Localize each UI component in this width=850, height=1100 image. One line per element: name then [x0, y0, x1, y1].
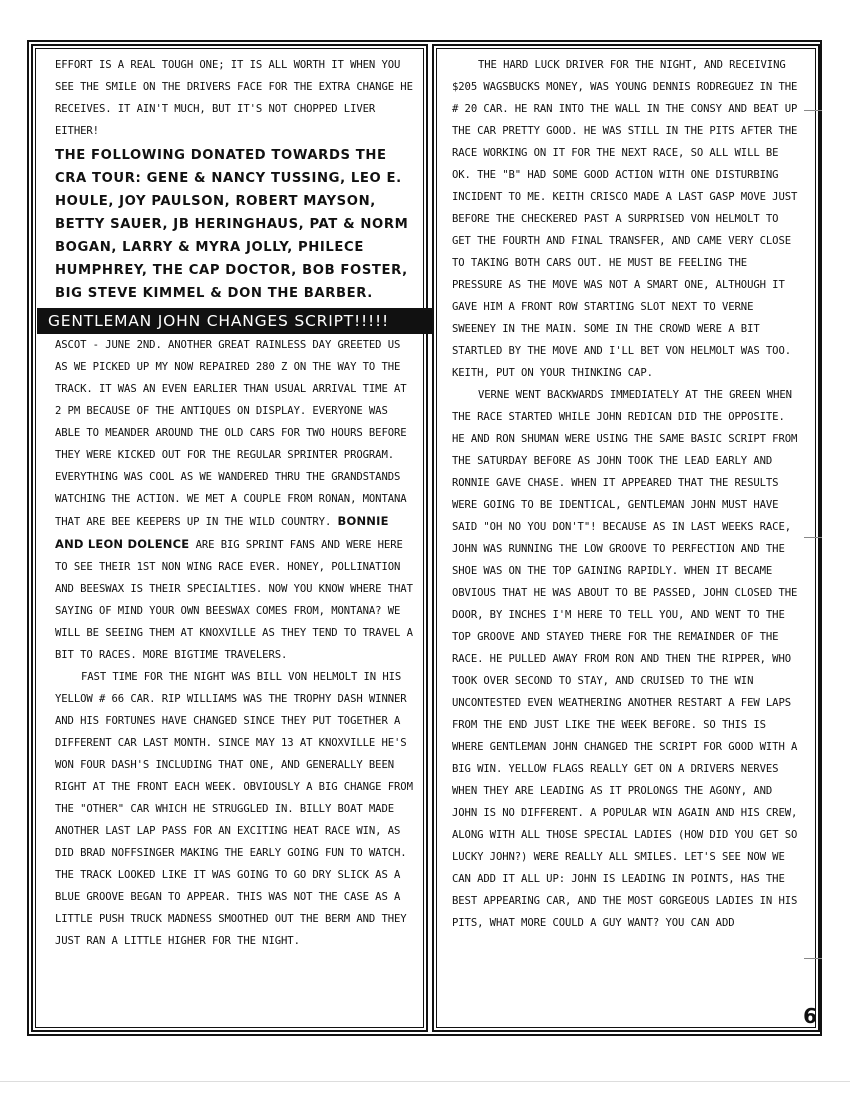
donors-list: THE FOLLOWING DONATED TOWARDS THE CRA TOUR: GENE & NANCY TUSSING, LEO E. HOULE, JOY PAULSON, ROBERT MAYSON, BETTY SAUER, JB HERINGHAUS, PAT & NORM BOGAN, LARRY & MYRA JOLLY, PHILECE HUMPHREY, THE CAP DOCTOR, BOB FOSTER, BIG STEVE KIMMEL & DON THE BARBER. — [55, 148, 409, 301]
article-paragraph-3: THE HARD LUCK DRIVER FOR THE NIGHT, AND RECEIVING $205 WAGSBUCKS MONEY, WAS YOUNG DENNIS RODREGUEZ IN THE # 20 CAR. HE RAN INTO THE WALL IN THE CONSY AND BEAT UP THE CAR PRETTY GOOD. HE WAS STILL IN THE PITS AFTER THE RACE WORKING ON IT FOR THE NEXT RACE, SO ALL WILL BE OK. THE "B" HAD SOME GOOD ACTION WITH ONE DISTURBING INCIDENT TO ME. KEITH CRISCO MADE A LAST GASP MOVE JUST BEFORE THE CHECKERED PAST A SURPRISED VON HELMOLT TO GET THE FOURTH AND FINAL TRANSFER, AND CAME VERY CLOSE TO TAKING BOTH CARS OUT. HE MUST BE FEELING THE PRESSURE AS THE MOVE WAS NOT A SMART ONE, ALTHOUGH IT GAVE HIM A FRONT ROW STARTING SLOT NEXT TO VERNE SWEENEY IN THE MAIN. SOME IN THE CROWD WERE A BIT STARTLED BY THE MOVE AND I'LL BET VON HELMOLT WAS TOO. KEITH, PUT ON YOUR THINKING CAP. — [452, 59, 798, 379]
edge-mark — [804, 110, 822, 111]
article-paragraph-1 — [55, 334, 416, 666]
intro-paragraph: EFFORT IS A REAL TOUGH ONE; IT IS ALL WORTH IT WHEN YOU SEE THE SMILE ON THE DRIVERS FACE FOR THE EXTRA CHANGE HE RECEIVES. IT AIN'T MUCH, BUT IT'S NOT CHOPPED LIVER EITHER! — [55, 59, 413, 137]
highlighted-names: BONNIE AND LEON DOLENCE — [55, 514, 389, 551]
paragraph-1-text-after: ARE BIG SPRINT FANS AND WERE HERE TO SEE THEIR 1ST NON WING RACE EVER. HONEY, POLLINATION AND BEESWAX IS THEIR SPECIALTIES. NOW YOU KNOW WHERE THAT SAYING OF MIND YOUR OWN BEESWAX COMES FROM, MONTANA? WE WILL BE SEEING THEM AT KNOXVILLE AS THEY TEND TO TRAVEL A BIT TO RACES. MORE BIGTIME TRAVELERS. — [55, 539, 413, 661]
bottom-rule — [0, 1081, 850, 1082]
right-column — [432, 44, 820, 1032]
article-paragraph-4: VERNE WENT BACKWARDS IMMEDIATELY AT THE GREEN WHEN THE RACE STARTED WHILE JOHN REDICAN DID THE OPPOSITE. HE AND RON SHUMAN WERE USING THE SAME BASIC SCRIPT FROM THE SATURDAY BEFORE AS JOHN TOOK THE LEAD EARLY AND RONNIE GAVE CHASE. WHEN IT APPEARED THAT THE RESULTS WERE GOING TO BE IDENTICAL, GENTLEMAN JOHN MUST HAVE SAID "OH NO YOU DON'T"! BECAUSE AS IN LAST WEEKS RACE, JOHN WAS RUNNING THE LOW GROOVE TO PERFECTION AND THE SHOE WAS ON THE TOP GAINING RAPIDLY. WHEN IT BECAME OBVIOUS THAT HE WAS ABOUT TO BE PASSED, JOHN CLOSED THE DOOR, BY INCHES I'M HERE TO TELL YOU, AND WENT TO THE TOP GROOVE AND STAYED THERE FOR THE REMAINDER OF THE RACE. HE PULLED AWAY FROM RON AND THEN THE RIPPER, WHO TOOK OVER SECOND TO STAY, AND CRUISED TO THE WIN UNCONTESTED EVEN WEATHERING ANOTHER RESTART A FEW LAPS FROM THE END JUST LIKE THE WEEK BEFORE. SO THIS IS WHERE GENTLEMAN JOHN CHANGED THE SCRIPT FOR GOOD WITH A BIG WIN. YELLOW FLAGS REALLY GET ON A DRIVERS NERVES WHEN THEY ARE LEADING AS IT PROLONGS THE AGONY, AND JOHN IS NO DIFFERENT. A POPULAR WIN AGAIN AND HIS CREW, ALONG WITH ALL THOSE SPECIAL LADIES (HOW DID YOU GET SO LUCKY JOHN?) WERE REALLY ALL SMILES. LET'S SEE NOW WE CAN ADD IT ALL UP: JOHN IS LEADING IN POINTS, HAS THE BEST APPEARING CAR, AND THE MOST GORGEOUS LADIES IN HIS PITS, WHAT MORE COULD A GUY WANT? YOU CAN ADD — [452, 389, 798, 929]
paragraph-1-text-before: ASCOT - JUNE 2ND. ANOTHER GREAT RAINLESS DAY GREETED US AS WE PICKED UP MY NOW REPAIRED 280 Z ON THE WAY TO THE TRACK. IT WAS AN EVEN EARLIER THAN USUAL ARRIVAL TIME AT 2 PM BECAUSE OF THE ANTIQUES ON DISPLAY. EVERYONE WAS ABLE TO MEANDER AROUND THE OLD CARS FOR TWO HOURS BEFORE THEY WERE KICKED OUT FOR THE REGULAR SPRINTER PROGRAM. EVERYTHING WAS COOL AS WE WANDERED THRU THE GRANDSTANDS WATCHING THE ACTION. WE MET A COUPLE FROM RONAN, MONTANA THAT ARE BEE KEEPERS UP IN THE WILD COUNTRY. — [55, 339, 407, 528]
edge-mark — [804, 537, 822, 538]
edge-mark — [804, 958, 822, 959]
article-paragraph-2: FAST TIME FOR THE NIGHT WAS BILL VON HELMOLT IN HIS YELLOW # 66 CAR. RIP WILLIAMS WAS THE TROPHY DASH WINNER AND HIS FORTUNES HAVE CHANGED SINCE THEY PUT TOGETHER A DIFFERENT CAR LAST MONTH. SINCE MAY 13 AT KNOXVILLE HE'S WON FOUR DASH'S INCLUDING THAT ONE, AND GENERALLY BEEN RIGHT AT THE FRONT EACH WEEK. OBVIOUSLY A BIG CHANGE FROM THE "OTHER" CAR WHICH HE STRUGGLED IN. BILLY BOAT MADE ANOTHER LAST LAP PASS FOR AN EXCITING HEAT RACE WIN, AS DID BRAD NOFFSINGER MAKING THE EARLY GOING FUN TO WATCH. THE TRACK LOOKED LIKE IT WAS GOING TO GO DRY SLICK AS A BLUE GROOVE BEGAN TO APPEAR. THIS WAS NOT THE CASE AS A LITTLE PUSH TRUCK MADNESS SMOOTHED OUT THE BERM AND THEY JUST RAN A LITTLE HIGHER FOR THE NIGHT. — [55, 671, 413, 947]
page-number: 6 — [803, 1004, 817, 1028]
article-headline: GENTLEMAN JOHN CHANGES SCRIPT!!!!! — [37, 308, 434, 334]
left-column — [31, 44, 428, 1032]
